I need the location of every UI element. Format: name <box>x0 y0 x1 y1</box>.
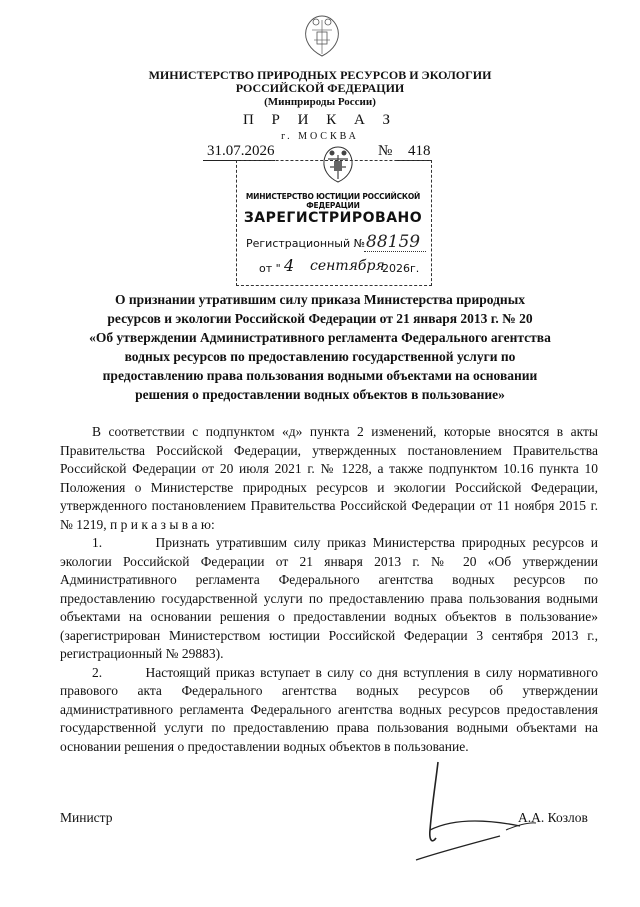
stamp-date-year: 2026г. <box>382 262 420 275</box>
stamp-date-day: 4 <box>284 256 295 275</box>
ministry-short-name: (Минприроды России) <box>264 96 376 108</box>
stamp-emblem-icon <box>320 143 356 185</box>
city: г. МОСКВА <box>281 131 359 142</box>
stamp-reg-label: Регистрационный № <box>246 237 366 250</box>
order-date: 31.07.2026 <box>207 143 275 159</box>
order-title-line6: решения о предоставлении водных объектов в пользование» <box>135 387 505 402</box>
signature-position: Министр <box>60 810 113 825</box>
item-1-paragraph <box>60 534 598 664</box>
order-title-line1: О признании утратившим силу приказа Министерства природных <box>115 292 525 307</box>
stamp-date-prefix: от " <box>259 262 281 275</box>
stamp-reg-line <box>364 251 426 252</box>
item-1-text: Признать утратившим силу приказ Министерства природных ресурсов и экологии Российской Федерации от 21 января 2013 г. № 20 «Об утверждении Административного регламента Федерального агентства водных ресурсов по предоставлению государственной услуги по предоставлению права пользования водными объектами на основании решения о предоставлении водных объектов в пользование» (зарегистрирован Министерством юстиции Российской Федерации 3 сентября 2013 г., регистрационный № 29883). <box>60 535 599 661</box>
order-number: 418 <box>408 143 431 159</box>
order-title-line3: «Об утверждении Административного регламента Федерального агентства <box>89 330 551 345</box>
item-1-number: 1. <box>92 535 103 550</box>
item-2-number: 2. <box>92 664 103 680</box>
order-title-line2: ресурсов и экологии Российской Федерации от 21 января 2013 г. № 20 <box>107 311 533 326</box>
item-2-paragraph <box>60 664 598 757</box>
signature-name: А.А. Козлов <box>518 810 588 825</box>
item-2-text: Настоящий приказ вступает в силу со дня вступления в силу нормативного правового акта Федерального агентства водных ресурсов об утверждении административного регламента Федерального агентства водных ресурсов предоставления государственной услуги по предоставлению права пользования водными объектами на основании решения о предоставлении водных объектов в пользование. <box>60 664 598 754</box>
order-body <box>60 423 598 756</box>
stamp-status: ЗАРЕГИСТРИРОВАНО <box>243 210 423 226</box>
document-type: П Р И К А З <box>242 112 398 128</box>
ministry-name-line2: РОССИЙСКОЙ ФЕДЕРАЦИИ <box>235 81 405 95</box>
number-label: № <box>378 143 393 159</box>
order-title-line5: предоставлению права пользования водными объектами на основании <box>102 368 538 383</box>
emblem-icon <box>300 10 344 60</box>
preamble-paragraph: В соответствии с подпунктом «д» пункта 2 изменений, которые вносятся в акты Правительства Российской Федерации, утвержденных постановлением Правительства Российской Федерации от 20 июля 2021 г. № 1228, а также подпунктом 10.16 пункта 10 Положения о Министерстве природных ресурсов и экологии Российской Федерации, утвержденного постановлением Правительства Российской Федерации от 11 ноября 2015 г. № 1219, п р и к а з ы в а ю: <box>60 424 598 532</box>
stamp-date-month: сентября <box>310 258 385 274</box>
stamp-org: МИНИСТЕРСТВО ЮСТИЦИИ РОССИЙСКОЙ ФЕДЕРАЦИИ <box>245 192 421 210</box>
order-title-line4: водных ресурсов по предоставлению государственной услуги по <box>124 349 516 364</box>
ministry-name-line1: МИНИСТЕРСТВО ПРИРОДНЫХ РЕСУРСОВ И ЭКОЛОГИИ <box>148 68 492 82</box>
stamp-reg-number: 88159 <box>366 232 421 252</box>
